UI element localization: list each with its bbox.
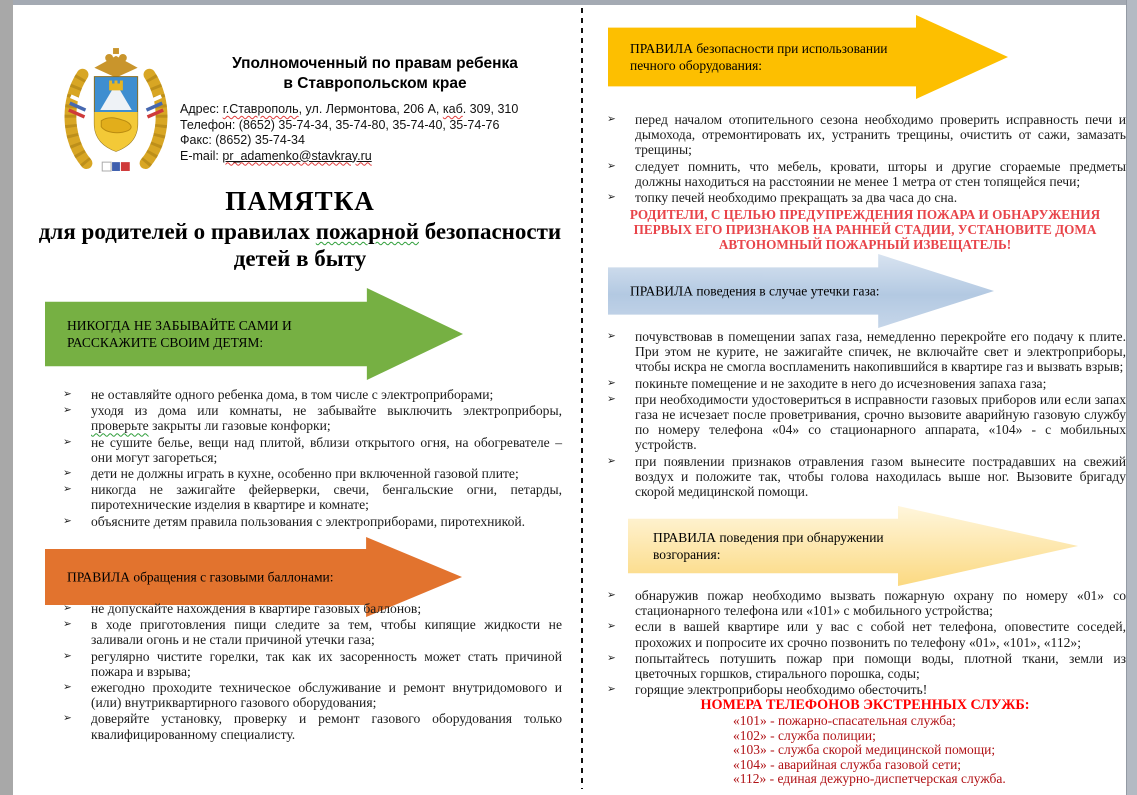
fax-line: Факс: (8652) 35-74-34 (180, 133, 305, 147)
org-line2: в Ставропольском крае (283, 75, 467, 92)
arrow-bullet-icon: ➢ (607, 191, 616, 204)
list-item: ➢ дети не должны играть в кухне, особенно при включенной газовой плите; (63, 466, 519, 482)
list-item: ➢ горящие электроприборы необходимо обесточить! (607, 682, 928, 698)
list-item: ➢ регулярно чистите горелки, так как их засоренность может стать причиной пожара и взрыва; (63, 648, 562, 679)
arrow-bullet-icon: ➢ (63, 467, 72, 480)
arrow-banner-fire-found: ПРАВИЛА поведения при обнаружении возгорания: (628, 506, 1078, 586)
emergency-number-line: «112» - единая дежурно-диспетчерская служба. (733, 771, 1006, 786)
list-item: ➢ при появлении признаков отравления газом вынесите пострадавших на свежий воздух и положите так, чтобы голова находилась выше ног. Вызовите бригаду скорой медицинской помощи. (607, 453, 1126, 500)
arrow-bullet-icon: ➢ (607, 159, 616, 172)
list-item: ➢ доверяйте установку, проверку и ремонт газового оборудования только квалифицированному специалисту. (63, 711, 562, 742)
arrow-bullet-icon: ➢ (607, 454, 616, 467)
list-item: ➢ в ходе приготовления пищи следите за тем, чтобы кипящие жидкости не заливали огонь и не стали причиной утечки газа; (63, 617, 562, 648)
emergency-numbers-heading: НОМЕРА ТЕЛЕФОНОВ ЭКСТРЕННЫХ СЛУЖБ: (700, 697, 1030, 713)
list-item: ➢ не сушите белье, вещи над плитой, вблизи открытого огня, на обогревателе – они могут загореться; (63, 434, 562, 465)
gas-leak-list (604, 329, 1126, 500)
gas-cylinders-list (60, 601, 562, 743)
smoke-detector-warning: РОДИТЕЛИ, С ЦЕЛЬЮ ПРЕДУПРЕЖДЕНИЯ ПОЖАРА И ОБНАРУЖЕНИЯ ПЕРВЫХ ЕГО ПРИЗНАКОВ НА РАННЕЙ СТАДИИ, УСТАНОВИТЕ ДОМА АВТОНОМНЫЙ ПОЖАРНЫЙ ИЗВЕЩАТЕЛЬ! (629, 207, 1101, 253)
address-kab: каб (442, 102, 463, 116)
arrow-bullet-icon: ➢ (63, 388, 72, 400)
list-item: ➢ при необходимости удостовериться в исправности газовых приборов или если запах газа не исчезает после проветривания, срочно вызовите аварийную газовую службу по номеру телефона «04» со стационарного аппарата, «104» - с мобильных устройств. (607, 391, 1126, 453)
emergency-number-line: «102» - служба полиции; (733, 727, 876, 743)
arrow-banner-never-forget: НИКОГДА НЕ ЗАБЫВАЙТЕ САМИ И РАССКАЖИТЕ СВОИМ ДЕТЯМ: (45, 288, 463, 380)
tricolor-ribbon-icon (102, 162, 130, 171)
list-item: ➢ никогда не зажигайте фейерверки, свечи, бенгальские огни, петарды, пиротехнические изделия в квартире и комнате; (63, 482, 562, 513)
never-forget-list (60, 387, 562, 530)
arrow-bullet-icon: ➢ (607, 392, 616, 405)
emergency-number-line: «101» - пожарно-спасательная служба; (733, 713, 956, 728)
arrow-bullet-icon: ➢ (63, 602, 72, 614)
fire-found-list (604, 588, 1126, 698)
emergency-numbers-list (733, 714, 1006, 787)
arrow-bullet-icon: ➢ (63, 618, 72, 631)
window-frame-top (0, 0, 1137, 5)
email-link[interactable]: pr_adamenko@stavkray.ru (222, 148, 372, 163)
arrow-bullet-icon: ➢ (63, 681, 72, 694)
window-frame-right[interactable] (1126, 0, 1137, 795)
document-title (38, 186, 562, 272)
arrow-bullet-icon: ➢ (63, 404, 72, 417)
address-line: Адрес: г.Ставрополь, ул. Лермонтова, 206 А, каб. 309, 310 (180, 102, 519, 116)
column-divider-dashed (581, 8, 583, 789)
list-item: ➢ объясните детям правила пользования с электроприборами, пиротехникой. (63, 513, 526, 529)
arrow-bullet-icon: ➢ (63, 435, 72, 448)
stove-rules-list (604, 112, 1126, 206)
list-item: ➢ если в вашей квартире или у вас с собой нет телефона, оповестите соседей, прохожих и попросите их срочно позвонить по телефону «01», «101», «112»; (607, 619, 1126, 650)
list-item: ➢ попытайтесь потушить пожар при помощи воды, плотной ткани, земли из цветочных горшков, стирального порошка, соды; (607, 650, 1126, 682)
arrow-bullet-icon: ➢ (63, 514, 72, 527)
window-frame-left (0, 0, 13, 795)
arrow-bullet-icon: ➢ (607, 651, 616, 664)
emergency-number-line: «104» - аварийная служба газовой сети; (733, 756, 962, 772)
title-line2: для родителей о правилах пожарной безопасности детей в быту (38, 219, 562, 271)
arrow-bullet-icon: ➢ (607, 589, 616, 601)
arrow-banner-stove-rules: ПРАВИЛА безопасности при использовании печного оборудования: (608, 15, 1008, 99)
contact-block (180, 102, 576, 164)
list-item: ➢ обнаружив пожар необходимо вызвать пожарную охрану по номеру «01» со стационарного телефона или «101» с мобильного устройства; (607, 588, 1126, 619)
list-item: ➢ не оставляйте одного ребенка дома, в том числе с электроприборами; (63, 387, 494, 402)
stavropol-coat-of-arms (57, 46, 175, 176)
list-item: ➢ топку печей необходимо прекращать за два часа до сна. (607, 190, 958, 206)
arrow-banner-gas-cylinders: ПРАВИЛА обращения с газовыми баллонами: (45, 537, 462, 617)
address-city: г.Ставрополь (222, 102, 299, 116)
email-line: E-mail: pr_adamenko@stavkray.ru (180, 148, 372, 163)
list-item: ➢ не допускайте нахождения в квартире газовых баллонов; (63, 601, 422, 616)
title-line1: ПАМЯТКА (225, 186, 375, 216)
arrow-bullet-icon: ➢ (607, 330, 616, 342)
arrow-bullet-icon: ➢ (607, 113, 616, 125)
list-item: ➢ почувствовав в помещении запах газа, немедленно перекройте его подачу к плите. При этом не курите, не зажигайте спичек, не включайте свет и электроприборы, чтобы искра не смогла воспламенить накопившийся в квартире газ и вызвать взрыв; (607, 329, 1126, 375)
arrow-bullet-icon: ➢ (63, 483, 72, 496)
list-item: ➢ уходя из дома или комнаты, не забывайте выключить электроприборы, проверьте закрыты ли газовые конфорки; (63, 403, 562, 434)
arrow-bullet-icon: ➢ (607, 376, 616, 389)
list-item: ➢ перед началом отопительного сезона необходимо проверить исправность печи и дымохода, отремонтировать их, устранить трещины, очистить от сажи, замазать трещины; (607, 112, 1126, 158)
double-headed-eagle-icon (94, 48, 137, 78)
arrow-bullet-icon: ➢ (63, 649, 72, 662)
list-item: ➢ следует помнить, что мебель, кровати, шторы и другие сгораемые предметы должны находиться на расстоянии не менее 1 метра от стен топящейся печи; (607, 158, 1126, 189)
emergency-number-line: «103» - служба скорой медицинской помощи; (733, 742, 996, 757)
arrow-bullet-icon: ➢ (607, 683, 616, 696)
org-line1: Уполномоченный по правам ребенка (232, 55, 518, 72)
phone-line: Телефон: (8652) 35-74-34, 35-74-80, 35-74-40, 35-74-76 (180, 117, 500, 132)
organization-title (180, 54, 570, 94)
list-item: ➢ ежегодно проходите техническое обслуживание и ремонт внутридомового и (или) внутриквартирного газового оборудования; (63, 680, 562, 711)
arrow-bullet-icon: ➢ (607, 620, 616, 633)
list-item: ➢ покиньте помещение и не заходите в него до исчезновения запаха газа; (607, 375, 1047, 391)
arrow-banner-gas-leak: ПРАВИЛА поведения в случае утечки газа: (608, 254, 994, 328)
arrow-bullet-icon: ➢ (63, 712, 72, 725)
